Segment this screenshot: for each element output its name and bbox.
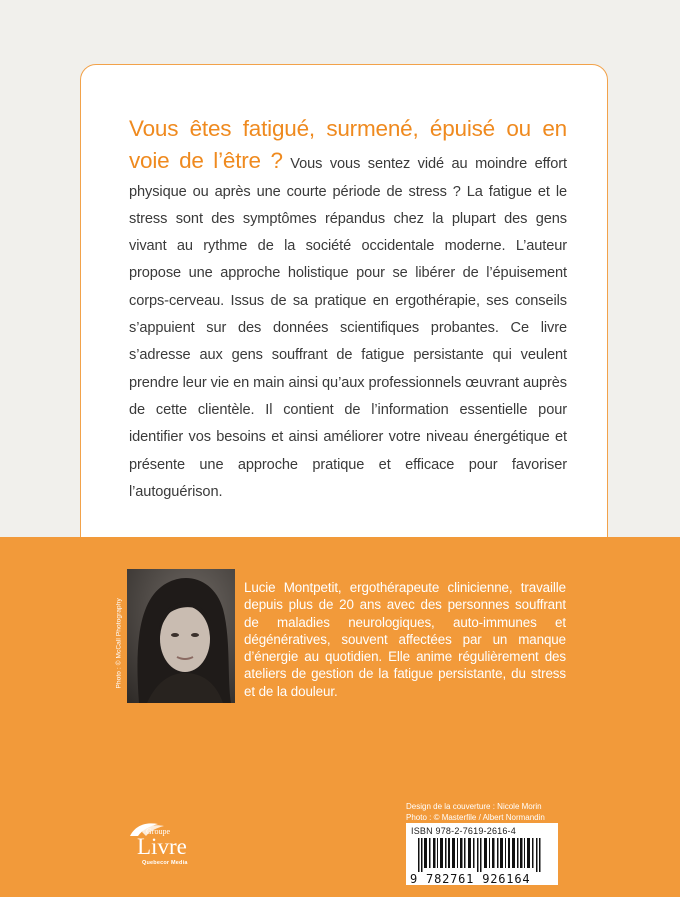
blurb-body: Vous vous sentez vidé au moindre effort physique ou après une courte période de stress ? La fatigue et le stress sont des symptômes répandus chez la plupart des gens vivant au rythme de la société occidentale moderne. L’auteur propose une approche holistique pour se libérer de l’épuisement corps-cerveau. Issus de sa pratique en ergothérapie, ses conseils s’appuient sur des données scientifiques probantes. Ce livre s’adresse aux gens souffrant de fatigue persistante qui veulent prendre leur vie en main ainsi qu’aux professionnels œuvrant auprès de cette clientèle. Il contient de l’information essentielle pour identifier vos besoins et ainsi améliorer votre niveau énergétique et présente une approche pratique et efficace pour favoriser l’autoguérison.	[129, 156, 567, 500]
design-credit: Design de la couverture : Nicole Morin	[406, 802, 542, 811]
author-photo-block	[111, 569, 235, 703]
cover-credits	[406, 801, 586, 823]
barcode-box	[406, 823, 558, 885]
barcode-icon	[412, 838, 552, 872]
author-bio: Lucie Montpetit, ergothérapeute clinicienne, travaille depuis plus de 20 ans avec des personnes souffrant de maladies neurologiques, auto-immunes et dégénératives, souvent affectées par un manque d’énergie au quotidien. Elle anime régulièrement des ateliers de gestion de la fatigue persistante, du stress et de la douleur.	[244, 580, 566, 699]
publisher-logo	[124, 820, 194, 886]
isbn: ISBN 978-2-7619-2616-4	[411, 826, 516, 836]
author-photo	[127, 569, 235, 703]
photo-credit: Photo : © McCall Photography	[115, 598, 123, 689]
barcode-digits: 9 782761 926164	[410, 872, 531, 886]
photo-credit-cover: Photo : © Masterfile / Albert Normandin	[406, 813, 545, 822]
logo-groupe: Groupe	[146, 827, 170, 836]
logo-livre: Livre	[137, 834, 187, 859]
headline: Vous êtes fatigué, surmené, épuisé ou en voie de l’être ?	[129, 116, 567, 174]
blurb-text	[129, 114, 567, 506]
logo-quebecor: Quebecor Media	[142, 860, 188, 866]
